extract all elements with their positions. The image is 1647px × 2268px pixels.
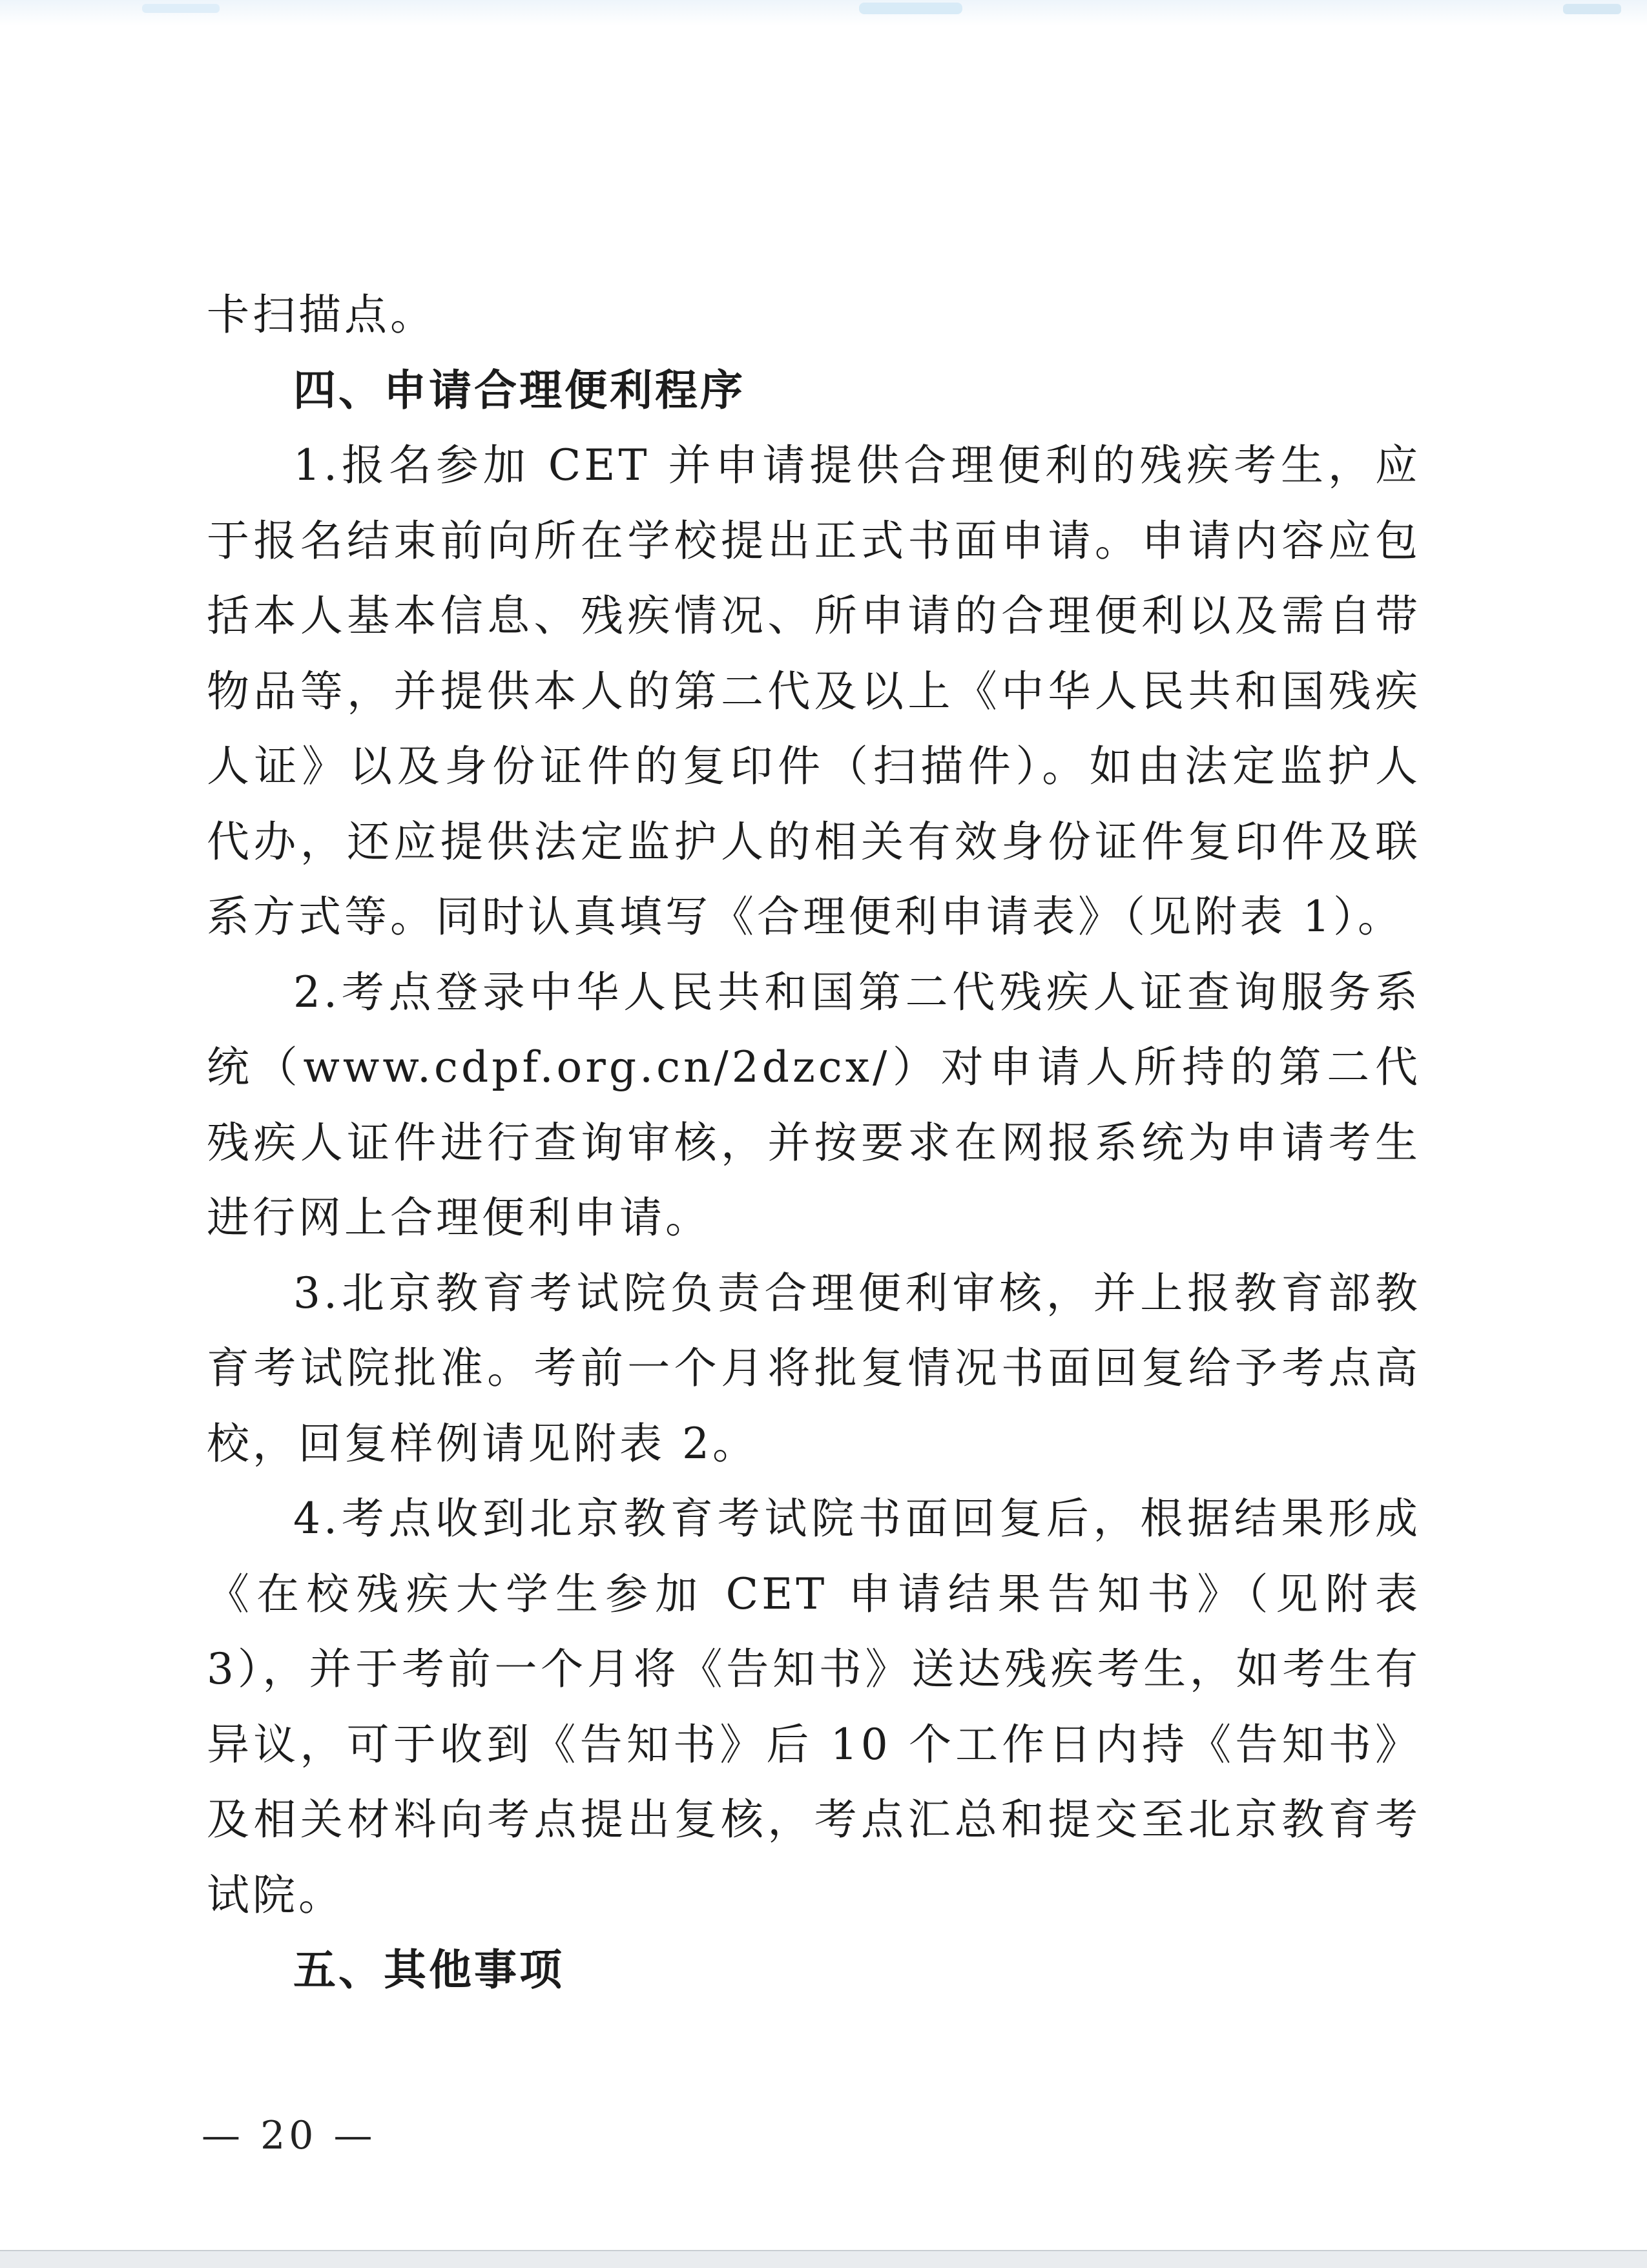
paragraph-1: 1.报名参加 CET 并申请提供合理便利的残疾考生，应于报名结束前向所在学校提出正式书面申请。申请内容应包括本人基本信息、残疾情况、所申请的合理便利以及需自带物品等，并提供本人的第二代及以上《中华人民共和国残疾人证》以及身份证件的复印件（扫描件）。如由法定监护人代办，还应提供法定监护人的相关有效身份证件复印件及联系方式等。同时认真填写《合理便利申请表》（见附表 1）。 [207,440,1421,942]
section-heading-4: 四、申请合理便利程序 [293,365,745,415]
paragraph-4: 4.考点收到北京教育考试院书面回复后，根据结果形成《在校残疾大学生参加 CET 申请结果告知书》（见附表 3），并于考前一个月将《告知书》送达残疾考生，如考生有异议，可于收到《告知书》后 10 个工作日内持《告知书》及相关材料向考点提出复核，考点汇总和提交至北京教育考试院。 [207,1494,1438,1920]
scan-bottom-edge [0,2250,1647,2268]
scan-mark [1563,4,1621,14]
scan-mark [142,4,220,13]
section-heading-5: 五、其他事项 [293,1945,565,1995]
paragraph-3: 3.北京教育考试院负责合理便利审核，并上报教育部教育考试院批准。考前一个月将批复情况书面回复给予考点高校，回复样例请见附表 2。 [207,1268,1421,1469]
page-number: — 20 — [202,2113,377,2158]
paragraph-2: 2.考点登录中华人民共和国第二代残疾人证查询服务系统（www.cdpf.org.cn/2dzcx/）对申请人所持的第二代残疾人证件进行查询审核，并按要求在网报系统为申请考生进行网上合理便利申请。 [207,967,1421,1242]
document-body [207,278,1438,2008]
scan-mark [859,3,962,14]
scan-top-edge [0,0,1647,26]
continued-line: 卡扫描点。 [207,290,436,340]
